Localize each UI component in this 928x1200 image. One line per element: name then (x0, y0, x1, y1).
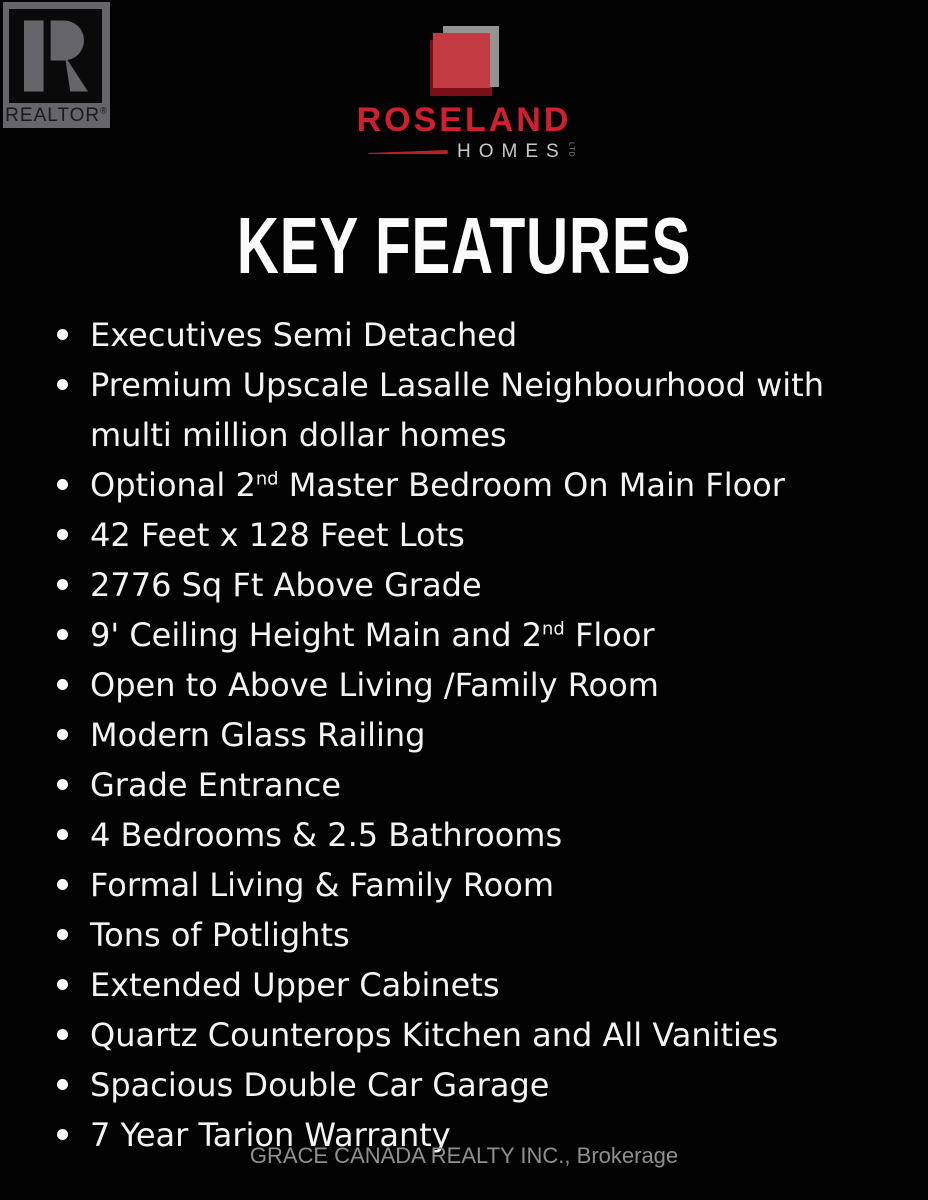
feature-item: 4 Bedrooms & 2.5 Bathrooms (90, 810, 918, 860)
feature-item: Spacious Double Car Garage (90, 1060, 918, 1110)
feature-item: Quartz Counterops Kitchen and All Vanities (90, 1010, 918, 1060)
feature-item: 7 Year Tarion Warranty (90, 1110, 918, 1160)
brand-subtitle-row (368, 141, 575, 163)
feature-item: Premium Upscale Lasalle Neighbourhood with multi million dollar homes (90, 360, 918, 460)
brand-subtitle: HOMES (457, 141, 567, 162)
feature-item: Extended Upper Cabinets (90, 960, 918, 1010)
brand-ltd-label: LTD (567, 142, 575, 158)
feature-item: 42 Feet x 128 Feet Lots (90, 510, 918, 560)
page-title: KEY FEATURES (236, 201, 692, 290)
features-list (90, 310, 918, 1160)
realtor-logo-inner (9, 9, 102, 103)
feature-item: 2776 Sq Ft Above Grade (90, 560, 918, 610)
realtor-label: REALTOR (5, 105, 101, 126)
feature-item: Modern Glass Railing (90, 710, 918, 760)
feature-item: Open to Above Living /Family Room (90, 660, 918, 710)
feature-item: Executives Semi Detached (90, 310, 918, 360)
feature-item: Optional 2nd Master Bedroom On Main Floor (90, 460, 918, 510)
brokerage-footer: GRACE CANADA REALTY INC., Brokerage (249, 1143, 679, 1168)
feature-item: Formal Living & Family Room (90, 860, 918, 910)
brand-underline (368, 150, 448, 154)
brand-name: ROSELAND (356, 101, 572, 139)
realtor-r-icon (24, 18, 88, 94)
registered-mark: ® (100, 105, 108, 116)
feature-item: 9' Ceiling Height Main and 2nd Floor (90, 610, 918, 660)
feature-item: Tons of Potlights (90, 910, 918, 960)
logo-square-red (433, 33, 490, 88)
feature-item: Grade Entrance (90, 760, 918, 810)
